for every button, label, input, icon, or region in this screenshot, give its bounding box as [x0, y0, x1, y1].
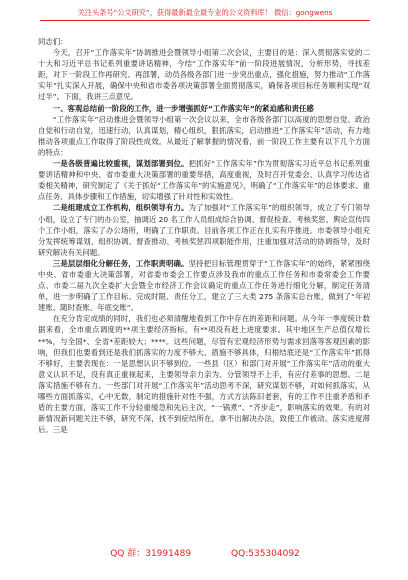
footer-qq: QQ:535304092: [231, 549, 300, 559]
point-3-text: 坚持把目标管理贯穿于“工作落实年”的始终，紧紧围绕中央、省市委重大决策部署，对省委市委会工作要点涉及我市的重点工作任务和市委常委会工作要点、市委二届九次全委扩大会暨全市经济工作会议确定的重点工作任务进行细化分解，制定任务清单，进一步明确了工作目标、完成时限、责任分工，建立了三大类 275 条落实总台账，做到了“年初建账、随时查账、年底交账”。: [38, 258, 370, 313]
point-2-text: 为了加强对“工作落实年”的组织领导，成立了专门领导小组，设立了专门的办公室，抽调近 20 名工作人员组成综合协调、督促检查、考核奖惩、舆论宣传四个工作小组，落实了办公场所，明确了工作职责。目前各项工作正在扎实有序推进。市委领导小组充分发挥统筹谋划、组织协调、督查推动、考核奖惩四项职能作用，注重加强对活动的协调指导，及时研究解决有关问题。: [38, 203, 370, 257]
intro-paragraph: 今天，召开“工作落实年”协调推进会暨领导小组第二次会议，主要目的是：深入贯彻落实党的二十大和习近平总书记系列重要讲话精神，今结“工作落实年”前一阶段进展情况，分析形势，寻找差距，对下一阶段工作再研究、再部署，动员各级各部门进一步突出重点，强化措施，努力推动“工作落实年”扎实深入开展，确保中央和省市委各项决策部署全面贯彻落实，确保各项目标任务顺利实现“双过半”。下面，我讲三点意见。: [38, 48, 370, 102]
point-1-title: 一是各级普遍比较重视，谋划部署到位。: [52, 159, 189, 169]
point-1-text: 把抓好“工作落实年”作为贯彻落实习近平总书记系列重要讲话精神和中央、省市委重大决策部署的重要举措，高度重视，及时召开党委会、认真学习传达省委相关精神，研究制定了《关于抓好“工作落实年”的实施意见》，明确了“工作落实年”的总体要求、重点任务、具体步骤和工作措施，切实增强了针对性和实效性。: [38, 159, 370, 202]
document-body: [38, 36, 370, 435]
point-3-title: 三是层层细化分解任务，工作职责明确。: [52, 258, 189, 268]
header-divider: [40, 20, 370, 21]
point-1: [38, 158, 370, 202]
paragraph-1: “工作落实年”启动推进会暨领导小组第一次会议以来，全市各级各部门以高度的思想自觉、政治自觉和行动自觉，迅速行动，认真谋划，精心组织，狠抓落实，启动推进“工作落实年”活动，有力地推动各项重点工作取得了阶段性成效。从最近了解掌握的情况看，前一阶段工作主要有以下几个方面的特点：: [38, 114, 370, 157]
footer-qq-group: QQ 群：31991489: [110, 549, 192, 559]
point-2: [38, 202, 370, 257]
footer-contact: [40, 548, 370, 560]
section-heading-1: 一、客观总结前一阶段的工作，进一步增强抓好“工作落实年”的紧迫感和责任感: [52, 103, 314, 113]
paragraph-2: 在充分肯定成绩的同时，我们也必须清醒地看到工作中存在的差距和问题。从今年一季度统计数据来看，全市重点调度的**项主要经济指标，有**项没有赶上进度要求。其中地区生产总值仅增长**%，与全国*、全省*差距较大；****。这些问题，尽管有宏观经济形势与需求回落等客观因素的影响，但我们也要看到还是我们抓落实的力度不够大、措施不够具体，归根结底还是“工作落实年”抓得不够好，主要表现在：一是思想认识不够到位。一些县（区）和部门对开展“工作落实年”活动的重大意义认识不足，没有真正重视起来，主要领导亲力亲为、分管领导不上手，有应付差事的思想。二是落实措施不够有力。一些部门对开展“工作落实年”活动思考不深，研究谋划不够，对如何抓落实，从哪些方面抓落实，心中无数，制定的措施针对性不强，方式方法陈旧老套，有的工作不注重矛盾和矛盾的主要方面，落实工作不分轻重缓急和先后主次，“一锅煮”、“齐步走”，影响落实的效果。有的对新情况新问题关注不够，研究不深，找不到症结所在，拿不出解决办法，致使工作被动。落实进度滞后。三是: [38, 314, 370, 435]
salutation: 同志们：: [38, 37, 68, 46]
point-3: [38, 258, 370, 313]
header-banner: 关注头条号“公文研究”，获得最新最全最专业的公文资料库！ 微信：gongwens: [77, 8, 333, 17]
point-2-title: 二是组建成立工作机构，组织领导有力。: [52, 203, 189, 213]
